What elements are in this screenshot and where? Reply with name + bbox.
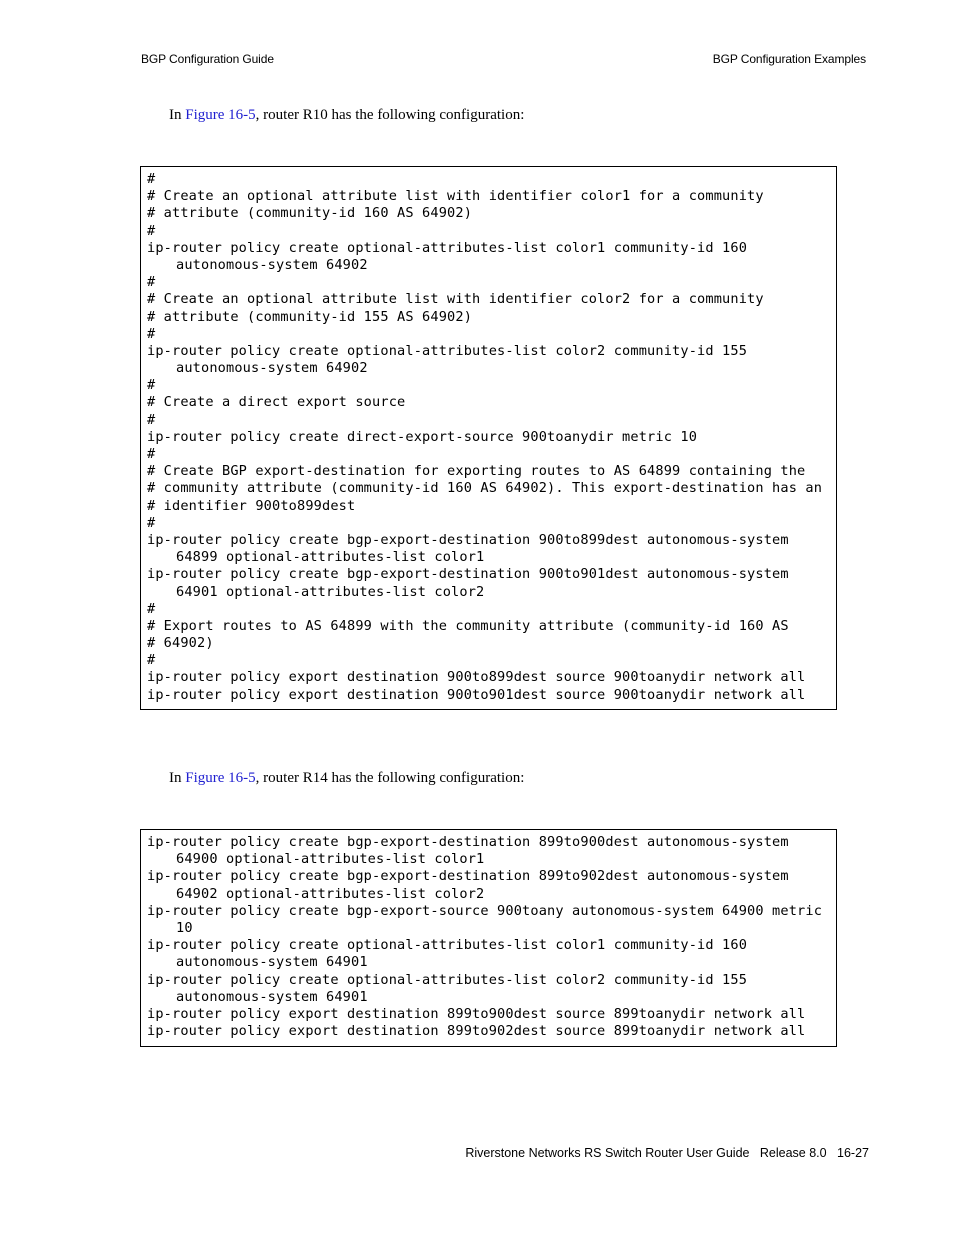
paragraph-prefix: In: [169, 770, 186, 786]
code-block-r10: [140, 166, 837, 710]
figure-link[interactable]: Figure 16-5: [185, 107, 256, 123]
code-line: ip-router policy create bgp-export-destination 899to902dest autonomous-system: [147, 868, 789, 885]
code-line: #: [147, 377, 156, 394]
code-line: ip-router policy create bgp-export-destination 900to901dest autonomous-system: [147, 566, 789, 583]
code-line: ip-router policy export destination 899to900dest source 899toanydir network all: [147, 1005, 806, 1022]
code-line: ip-router policy export destination 899to902dest source 899toanydir network all: [147, 1023, 806, 1040]
code-line: #: [147, 274, 156, 291]
code-line: ip-router policy create optional-attributes-list color2 community-id 155: [147, 342, 748, 359]
code-line: # attribute (community-id 155 AS 64902): [147, 308, 473, 325]
code-line: autonomous-system 64901: [176, 988, 368, 1005]
code-line: # identifier 900to899dest: [147, 497, 356, 514]
code-line: ip-router policy create bgp-export-destination 900to899dest autonomous-system: [147, 531, 789, 548]
code-line: 64901 optional-attributes-list color2: [176, 583, 485, 600]
code-block-r14: [140, 829, 837, 1047]
paragraph-suffix: , router R14 has the following configuration:: [255, 770, 525, 786]
code-line: autonomous-system 64902: [176, 360, 368, 377]
code-line: ip-router policy create optional-attributes-list color1 community-id 160: [147, 937, 748, 954]
code-line: ip-router policy export destination 900to899dest source 900toanydir network all: [147, 669, 806, 686]
code-line: ip-router policy create bgp-export-source 900toany autonomous-system 64900 metric: [147, 902, 823, 919]
code-line: autonomous-system 64901: [176, 954, 368, 971]
figure-link[interactable]: Figure 16-5: [185, 770, 256, 786]
code-line: 64900 optional-attributes-list color1: [176, 851, 485, 868]
code-line: ip-router policy create optional-attributes-list color1 community-id 160: [147, 239, 748, 256]
code-line: #: [147, 446, 156, 462]
code-line: # Create BGP export-destination for exporting routes to AS 64899 containing the: [147, 463, 806, 480]
code-line: #: [147, 600, 156, 617]
code-line: # Create an optional attribute list with identifier color2 for a community: [147, 291, 764, 308]
code-line: # attribute (community-id 160 AS 64902): [147, 205, 473, 222]
code-line: 64899 optional-attributes-list color1: [176, 549, 485, 566]
page-footer: Riverstone Networks RS Switch Router User Guide Release 8.0 16-27: [465, 1146, 869, 1160]
code-line: ip-router policy create direct-export-source 900toanydir metric 10: [147, 428, 698, 445]
intro-paragraph-r10: [169, 107, 524, 124]
code-line: #: [147, 411, 156, 428]
code-line: # Create an optional attribute list with identifier color1 for a community: [147, 188, 764, 205]
running-header-left: BGP Configuration Guide: [141, 52, 274, 66]
code-line: #: [147, 652, 156, 669]
code-line: autonomous-system 64902: [176, 256, 368, 273]
code-line: # community attribute (community-id 160 AS 64902). This export-destination has an: [147, 480, 823, 497]
code-line: # Create a direct export source: [147, 394, 406, 411]
paragraph-prefix: In: [169, 107, 186, 123]
code-line: ip-router policy export destination 900to901dest source 900toanydir network all: [147, 686, 806, 703]
code-line: #: [147, 325, 156, 342]
code-line: #: [147, 514, 156, 531]
code-line: #: [147, 171, 156, 187]
code-line: # 64902): [147, 635, 214, 652]
code-line: 10: [176, 919, 193, 936]
code-line: ip-router policy create optional-attributes-list color2 community-id 155: [147, 971, 748, 988]
paragraph-suffix: , router R10 has the following configuration:: [255, 107, 525, 123]
code-line: ip-router policy create bgp-export-destination 899to900dest autonomous-system: [147, 834, 789, 850]
code-line: #: [147, 222, 156, 239]
intro-paragraph-r14: [169, 770, 524, 787]
code-line: 64902 optional-attributes-list color2: [176, 885, 485, 902]
running-header-right: BGP Configuration Examples: [712, 52, 866, 66]
code-line: # Export routes to AS 64899 with the community attribute (community-id 160 AS: [147, 617, 789, 634]
